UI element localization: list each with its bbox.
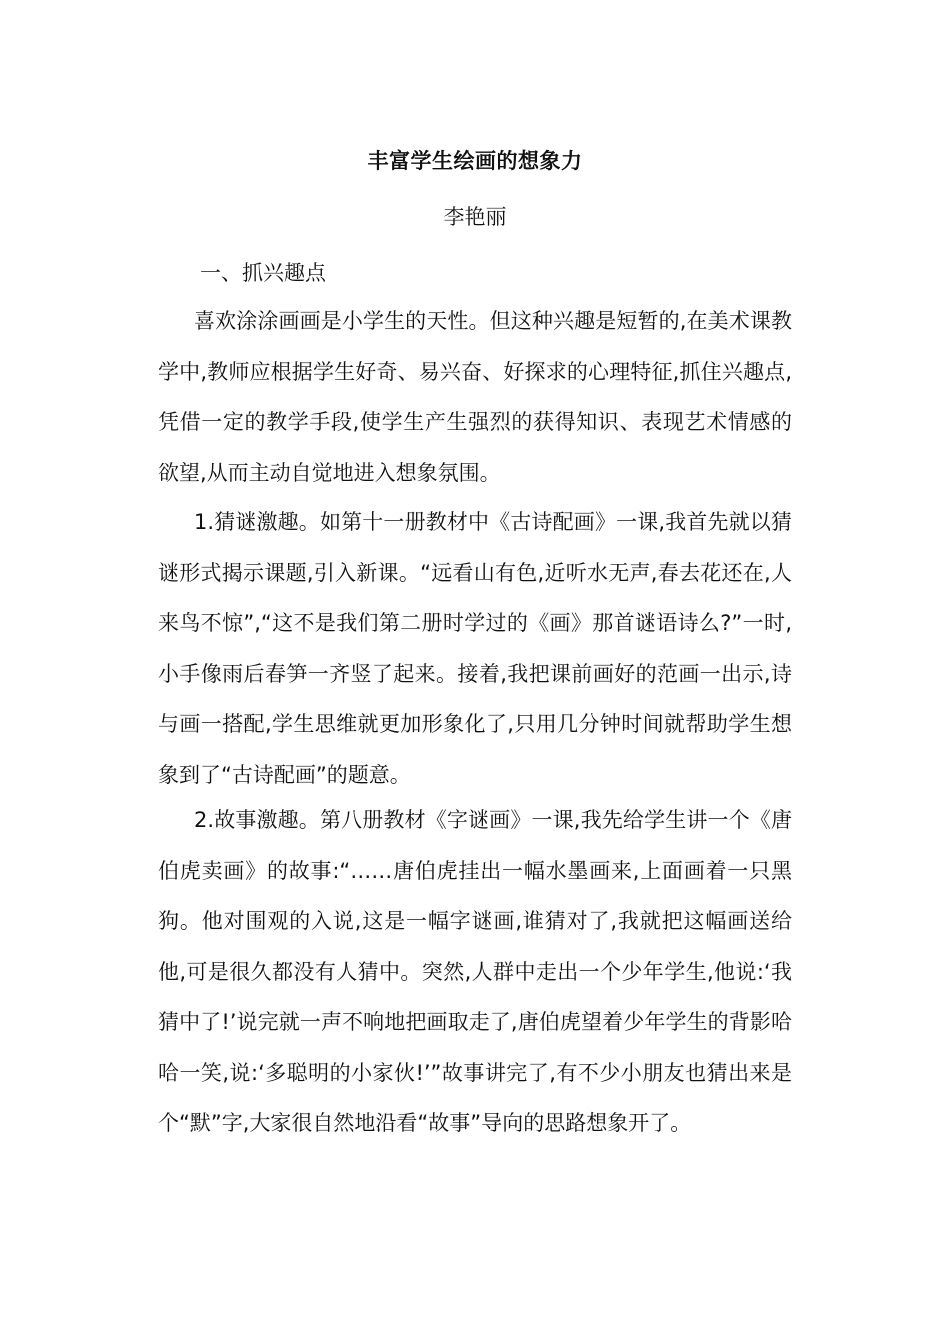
document-author: 李艳丽	[443, 205, 507, 229]
section-heading: 一、抓兴趣点	[200, 261, 326, 285]
paragraph-story: 2.故事激趣。第八册教材《字谜画》一课,我先给学生讲一个《唐伯虎卖画》的故事:“……唐伯虎挂出一幅水墨画来,上面画着一只黑狗。他对围观的入说,这是一幅字谜画,谁猜对了,我就把这幅画送给他,可是很久都没有人猜中。突然,人群中走出一个少年学生,他说:‘我猜中了!’说完就一声不响地把画取走了,唐伯虎望着少年学生的背影哈哈一笑,说:‘多聪明的小家伙!’”故事讲完了,有不少小朋友也猜出来是个“默”字,大家很自然地沿看“故事”导向的思路想象开了。	[158, 808, 792, 1135]
paragraph-riddle: 1.猜谜激趣。如第十一册教材中《古诗配画》一课,我首先就以猜谜形式揭示课题,引入新课。“远看山有色,近听水无声,春去花还在,人来鸟不惊”,“这不是我们第二册时学过的《画》那首谜语诗么?”一时,小手像雨后春笋一齐竖了起来。接着,我把课前画好的范画一出示,诗与画一搭配,学生思维就更加形象化了,只用几分钟时间就帮助学生想象到了“古诗配画”的题意。	[158, 510, 792, 787]
document-title: 丰富学生绘画的想象力	[367, 149, 583, 173]
paragraph-intro: 喜欢涂涂画画是小学生的天性。但这种兴趣是短暂的,在美术课教学中,教师应根据学生好奇、易兴奋、好探求的心理特征,抓住兴趣点,凭借一定的教学手段,使学生产生强烈的获得知识、表现艺术情感的欲望,从而主动自觉地进入想象氛围。	[158, 309, 792, 485]
